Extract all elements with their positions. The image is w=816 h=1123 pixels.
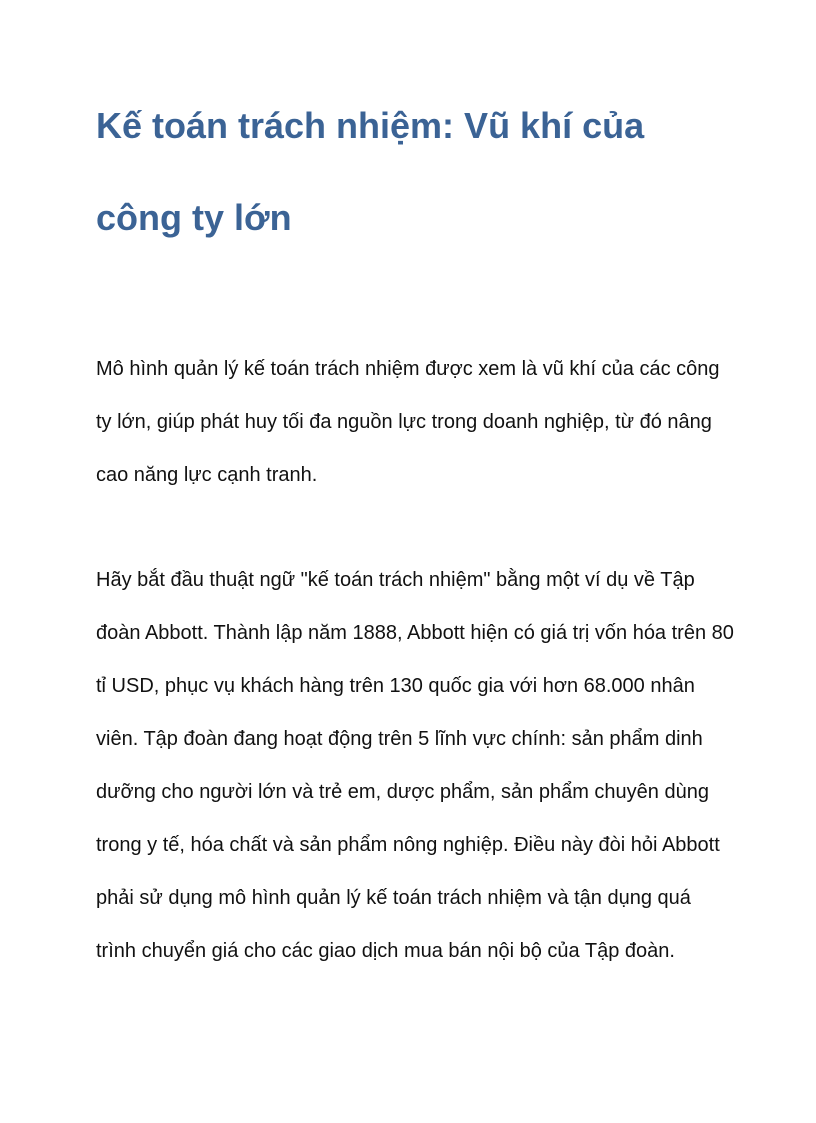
intro-paragraph: Mô hình quản lý kế toán trách nhiệm được xem là vũ khí của các công ty lớn, giúp phát huy tối đa nguồn lực trong doanh nghiệp, từ đó nâng cao năng lực cạnh tranh. (96, 358, 720, 486)
document-title: Kế toán trách nhiệm: Vũ khí của công ty lớn (96, 105, 645, 238)
abbott-example-paragraph: Hãy bắt đầu thuật ngữ "kế toán trách nhiệm" bằng một ví dụ về Tập đoàn Abbott. Thành lập năm 1888, Abbott hiện có giá trị vốn hóa trên 80 tỉ USD, phục vụ khách hàng trên 130 quốc gia với hơn 68.000 nhân viên. Tập đoàn đang hoạt động trên 5 lĩnh vực chính: sản phẩm dinh dưỡng cho người lớn và trẻ em, dược phẩm, sản phẩm chuyên dùng trong y tế, hóa chất và sản phẩm nông nghiệp. Điều này đòi hỏi Abbott phải sử dụng mô hình quản lý kế toán trách nhiệm và tận dụng quá trình chuyển giá cho các giao dịch mua bán nội bộ của Tập đoàn. (96, 569, 734, 962)
